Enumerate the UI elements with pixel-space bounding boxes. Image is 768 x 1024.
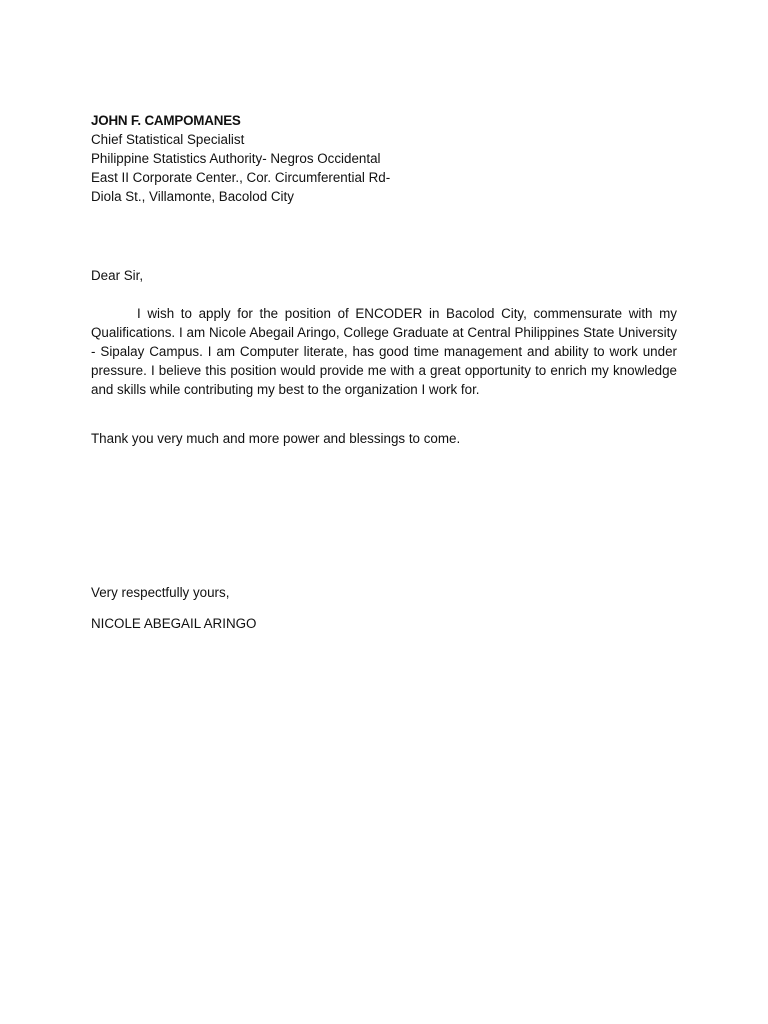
closing-line: Thank you very much and more power and blessings to come. bbox=[91, 431, 461, 446]
recipient-title: Chief Statistical Specialist bbox=[91, 132, 245, 147]
recipient-address-line2: Diola St., Villamonte, Bacolod City bbox=[91, 189, 294, 204]
salutation: Dear Sir, bbox=[91, 268, 144, 283]
recipient-address-line1: East II Corporate Center., Cor. Circumferential Rd- bbox=[91, 170, 391, 185]
signature-name: NICOLE ABEGAIL ARINGO bbox=[91, 616, 257, 631]
recipient-organization: Philippine Statistics Authority- Negros Occidental bbox=[91, 151, 381, 166]
recipient-name: JOHN F. CAMPOMANES bbox=[91, 113, 241, 128]
valediction: Very respectfully yours, bbox=[91, 585, 230, 600]
recipient-block bbox=[91, 111, 511, 206]
body-paragraph: I wish to apply for the position of ENCODER in Bacolod City, commensurate with my Qualifications. I am Nicole Abegail Aringo, College Graduate at Central Philippines State University - Sipalay Campus. I am Computer literate, has good time management and ability to work under pressure. I believe this position would provide me with a great opportunity to enrich my knowledge and skills while contributing my best to the organization I work for. bbox=[91, 306, 677, 397]
